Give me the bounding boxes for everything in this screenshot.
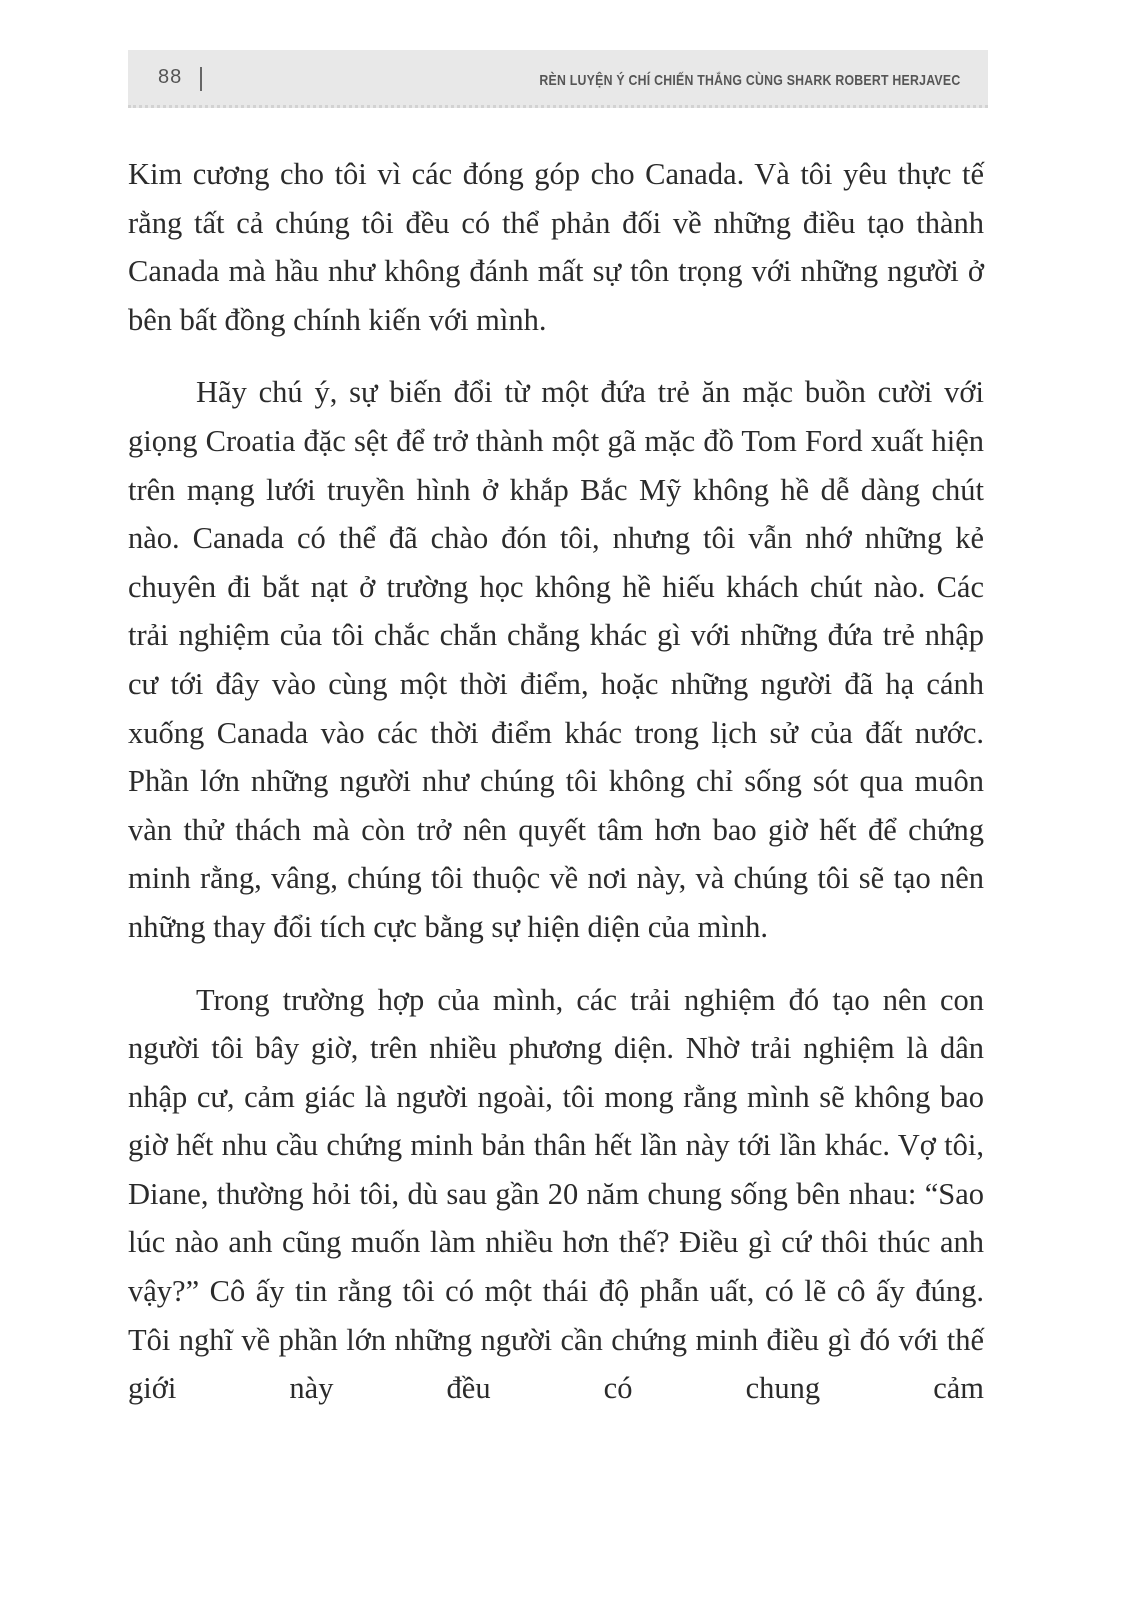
header-divider (200, 67, 202, 91)
running-title: RÈN LUYỆN Ý CHÍ CHIẾN THẮNG CÙNG SHARK ROBERT HERJAVEC (538, 72, 960, 89)
paragraph-3: Trong trường hợp của mình, các trải nghiệm đó tạo nên con người tôi bây giờ, trên nhiều phương diện. Nhờ trải nghiệm là dân nhập cư, cảm giác là người ngoài, tôi mong rằng mình sẽ không bao giờ hết nhu cầu chứng minh bản thân hết lần này tới lần khác. Vợ tôi, Diane, thường hỏi tôi, dù sau gần 20 năm chung sống bên nhau: “Sao lúc nào anh cũng muốn làm nhiều hơn thế? Điều gì cứ thôi thúc anh vậy?” Cô ấy tin rằng tôi có một thái độ phẫn uất, có lẽ cô ấy đúng. Tôi nghĩ về phần lớn những người cần chứng minh điều gì đó với thế giới này đều có chung cảm (128, 982, 984, 1406)
body-text (128, 150, 984, 1413)
running-header (128, 50, 988, 108)
paragraph-1: Kim cương cho tôi vì các đóng góp cho Canada. Và tôi yêu thực tế rằng tất cả chúng tôi đều có thể phản đối về những điều tạo thành Canada mà hầu như không đánh mất sự tôn trọng với những người ở bên bất đồng chính kiến với mình. (128, 157, 984, 337)
paragraph-2: Hãy chú ý, sự biến đổi từ một đứa trẻ ăn mặc buồn cười với giọng Croatia đặc sệt để trở thành một gã mặc đồ Tom Ford xuất hiện trên mạng lưới truyền hình ở khắp Bắc Mỹ không hề dễ dàng chút nào. Canada có thể đã chào đón tôi, nhưng tôi vẫn nhớ những kẻ chuyên đi bắt nạt ở trường học không hề hiếu khách chút nào. Các trải nghiệm của tôi chắc chắn chẳng khác gì với những đứa trẻ nhập cư tới đây vào cùng một thời điểm, hoặc những người đã hạ cánh xuống Canada vào các thời điểm khác trong lịch sử của đất nước. Phần lớn những người như chúng tôi không chỉ sống sót qua muôn vàn thử thách mà còn trở nên quyết tâm hơn bao giờ hết để chứng minh rằng, vâng, chúng tôi thuộc về nơi này, và chúng tôi sẽ tạo nên những thay đổi tích cực bằng sự hiện diện của mình. (128, 375, 984, 944)
page-number: 88 (158, 66, 183, 88)
